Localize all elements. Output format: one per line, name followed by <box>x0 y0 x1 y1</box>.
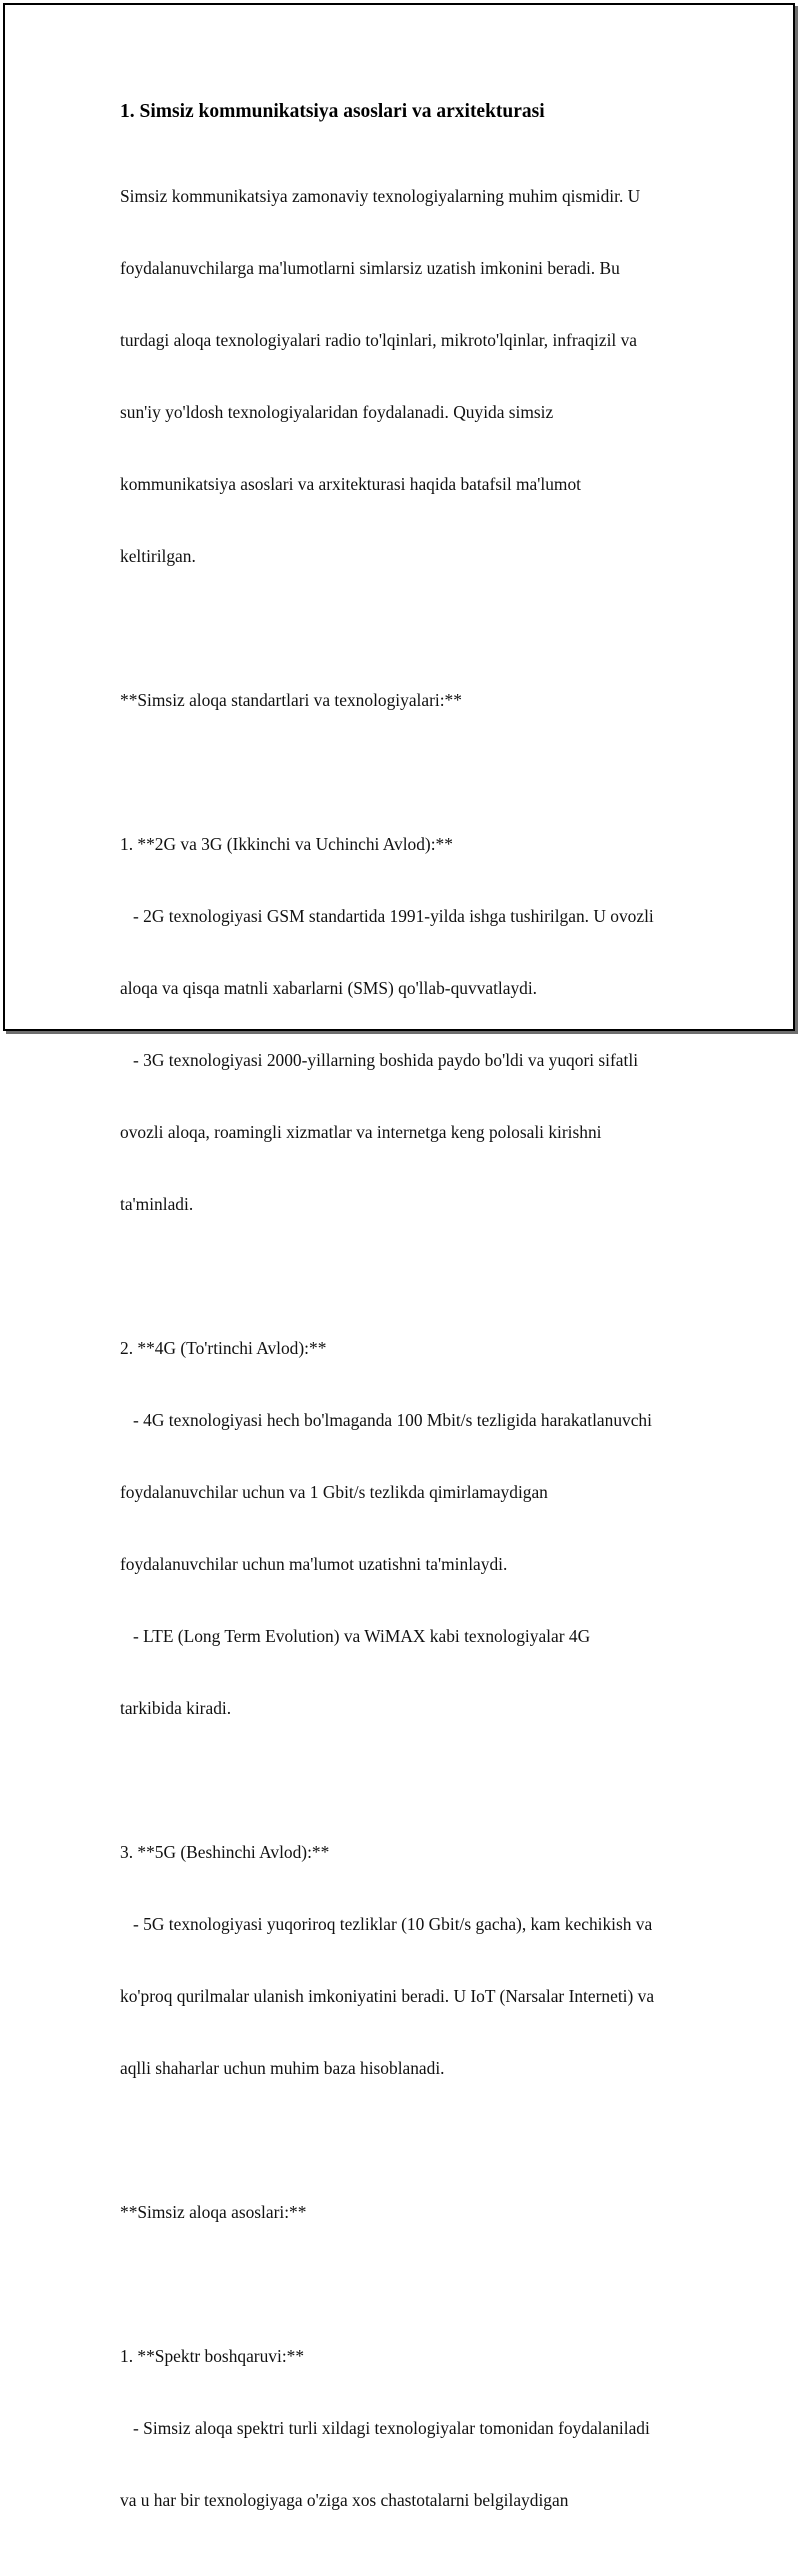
item-line: ta'minladi. <box>120 1194 194 1214</box>
item-line: - 2G texnologiyasi GSM standartida 1991-yilda ishga tushirilgan. U ovozli <box>120 906 654 926</box>
item-line: - 5G texnologiyasi yuqoriroq tezliklar (10 Gbit/s gacha), kam kechikish va <box>120 1914 653 1934</box>
item-line: foydalanuvchilar uchun va 1 Gbit/s tezlikda qimirlamaydigan <box>120 1482 548 1502</box>
item-line: ko'proq qurilmalar ulanish imkoniyatini beradi. U IoT (Narsalar Interneti) va <box>120 1986 655 2006</box>
document-page <box>3 3 795 2510</box>
item-line: - 3G texnologiyasi 2000-yillarning boshida paydo bo'ldi va yuqori sifatli <box>120 1050 639 1070</box>
item-line: aloqa va qisqa matnli xabarlarni (SMS) qo'llab-quvvatlaydi. <box>120 978 538 998</box>
document-title: 1. Simsiz kommunikatsiya asoslari va arxitekturasi <box>120 101 545 122</box>
item-line: - Simsiz aloqa spektri turli xildagi texnologiyalar tomonidan foydalaniladi <box>120 2418 650 2438</box>
list-item-2g-3g <box>120 784 710 1264</box>
item-line: - LTE (Long Term Evolution) va WiMAX kabi texnologiyalar 4G <box>120 1626 591 1646</box>
intro-line: turdagi aloqa texnologiyalari radio to'lqinlari, mikroto'lqinlar, infraqizil va <box>120 330 637 350</box>
section-heading-basics <box>120 2152 710 2272</box>
item-line: aqlli shaharlar uchun muhim baza hisoblanadi. <box>120 2058 445 2078</box>
item-line: ovozli aloqa, roamingli xizmatlar va internetga keng polosali kirishni <box>120 1122 602 1142</box>
list-item-5g <box>120 1792 710 2128</box>
intro-line: Simsiz kommunikatsiya zamonaviy texnologiyalarning muhim qismidir. U <box>120 186 641 206</box>
item-line: 3. **5G (Beshinchi Avlod):** <box>120 1842 330 1862</box>
document-content <box>120 98 710 2560</box>
item-line: va u har bir texnologiyaga o'ziga xos chastotalarni belgilaydigan <box>120 2490 569 2510</box>
intro-paragraph <box>120 136 710 616</box>
item-line: 2. **4G (To'rtinchi Avlod):** <box>120 1338 327 1358</box>
intro-line: sun'iy yo'ldosh texnologiyalaridan foydalanadi. Quyida simsiz <box>120 402 554 422</box>
list-item-spectrum <box>120 2296 710 2560</box>
item-line: 1. **Spektr boshqaruvi:** <box>120 2346 305 2366</box>
heading-text: **Simsiz aloqa standartlari va texnologiyalari:** <box>120 690 462 710</box>
item-line: 1. **2G va 3G (Ikkinchi va Uchinchi Avlod):** <box>120 834 453 854</box>
heading-text: **Simsiz aloqa asoslari:** <box>120 2202 307 2222</box>
intro-line: foydalanuvchilarga ma'lumotlarni simlarsiz uzatish imkonini beradi. Bu <box>120 258 620 278</box>
item-line: foydalanuvchilar uchun ma'lumot uzatishni ta'minlaydi. <box>120 1554 508 1574</box>
list-item-4g <box>120 1288 710 1768</box>
intro-line: kommunikatsiya asoslari va arxitekturasi haqida batafsil ma'lumot <box>120 474 581 494</box>
item-line: - 4G texnologiyasi hech bo'lmaganda 100 Mbit/s tezligida harakatlanuvchi <box>120 1410 652 1430</box>
section-heading-standards <box>120 640 710 760</box>
intro-line: keltirilgan. <box>120 546 196 566</box>
item-line: tarkibida kiradi. <box>120 1698 232 1718</box>
